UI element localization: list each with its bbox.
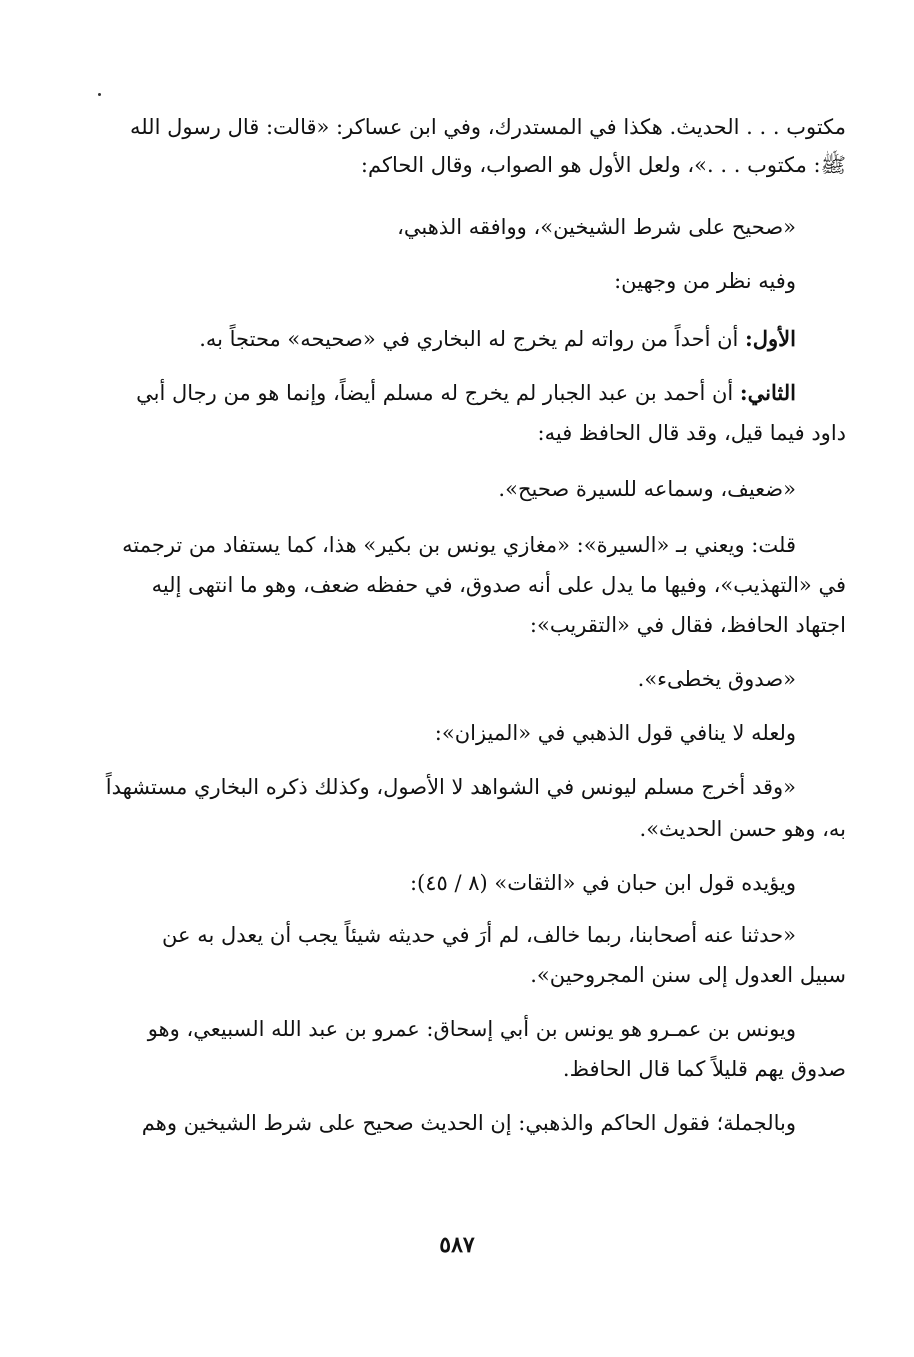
quote-line-14: «وقد أخرج مسلم ليونس في الشواهد لا الأصول، وكذلك ذكره البخاري مستشهداً [105, 775, 796, 799]
point-two-text: أن أحمد بن عبد الجبار لم يخرج له مسلم أيضاً، وإنما هو من رجال أبي [136, 381, 740, 405]
page-number: ٥٨٧ [439, 1232, 475, 1258]
text-line-2: ﷺ: مكتوب . . .»، ولعل الأول هو الصواب، وقال الحاكم: [360, 153, 846, 177]
text-line-19: ويونس بن عمـرو هو يونس بن أبي إسحاق: عمرو بن عبد الله السبيعي، وهو [147, 1017, 796, 1041]
point-one-text: أن أحداً من رواته لم يخرج له البخاري في «صحيحه» محتجاً به. [199, 327, 746, 351]
text-line-21: وبالجملة؛ فقول الحاكم والذهبي: إن الحديث صحيح على شرط الشيخين وهم [141, 1111, 796, 1135]
text-line-7: داود فيما قيل، وقد قال الحافظ فيه: [537, 421, 846, 445]
text-line-4: وفيه نظر من وجهين: [614, 269, 796, 293]
text-line-18: سبيل العدول إلى سنن المجروحين». [530, 963, 846, 987]
quote-line-17: «حدثنا عنه أصحابنا، ربما خالف، لم أرَ في حديثه شيئاً يجب أن يعدل به عن [162, 923, 796, 947]
speck-mark [98, 93, 101, 96]
text-line-13: ولعله لا ينافي قول الذهبي في «الميزان»: [434, 721, 796, 745]
text-line-16: ويؤيده قول ابن حبان في «الثقات» (٨ / ٤٥): [409, 871, 796, 895]
quote-line-8: «ضعيف، وسماعه للسيرة صحيح». [498, 477, 796, 501]
point-one-heading: الأول: [745, 326, 796, 351]
text-line-20: صدوق يهم قليلاً كما قال الحافظ. [562, 1057, 846, 1081]
text-line-9: قلت: ويعني بـ «السيرة»: «مغازي يونس بن بكير» هذا، كما يستفاد من ترجمته [122, 533, 796, 557]
text-line-15: به، وهو حسن الحديث». [639, 817, 846, 841]
text-line-1: مكتوب . . . الحديث. هكذا في المستدرك، وفي ابن عساكر: «قالت: قال رسول الله [129, 115, 846, 139]
text-line-11: اجتهاد الحافظ، فقال في «التقريب»: [529, 613, 846, 637]
text-line-10: في «التهذيب»، وفيها ما يدل على أنه صدوق، في حفظه ضعف، وهو ما انتهى إليه [151, 573, 846, 597]
point-two-heading: الثاني: [739, 380, 796, 405]
page-body [98, 112, 846, 1138]
text-line-5 [98, 324, 846, 354]
quote-line-12: «صدوق يخطىء». [637, 667, 796, 691]
text-line-6 [98, 378, 846, 408]
quote-line-3: «صحيح على شرط الشيخين»، ووافقه الذهبي، [397, 215, 796, 239]
